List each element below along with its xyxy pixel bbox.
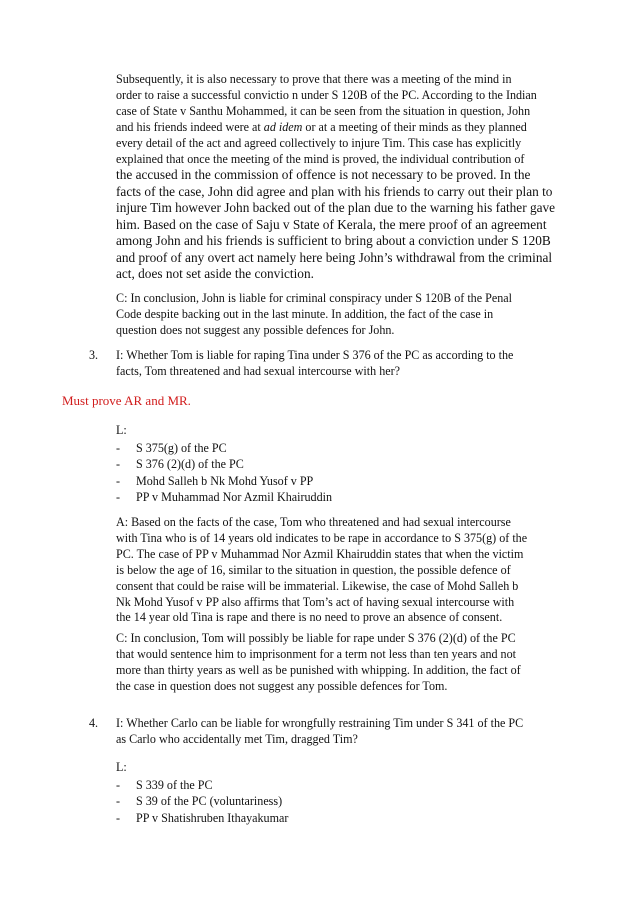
text-line: C: In conclusion, Tom will possibly be liable for rape under S 376 (2)(d) of the PC [116,631,516,645]
text-line: and proof of any overt act namely here being John’s withdrawal from the criminal [116,249,553,265]
text-line: explained that once the meeting of the mind is proved, the individual contribution of [116,151,525,166]
text-line: A: Based on the facts of the case, Tom who threatened and had sexual intercourse [116,515,511,529]
text-line: every detail of the act and agreed collectively to injure Tim. This case has explicitly [116,135,522,150]
text-line: I: Whether Tom is liable for raping Tina under S 376 of the PC as according to the [116,348,514,362]
text-line: Code despite backing out in the last minute. In addition, the fact of the case in [116,306,494,321]
text-line: Subsequently, it is also necessary to prove that there was a meeting of the mind in [116,72,512,86]
item-number: 4. [89,716,99,730]
issue-text [116,716,523,748]
law-label: L: [116,760,127,774]
text-line: with Tina who is of 14 years old indicates to be rape in accordance to S 375(g) of the [116,530,528,545]
item-number: 3. [89,348,99,362]
text-line: and his friends indeed were at ad idem or at a meeting of their minds as they planned [116,119,527,134]
analysis-paragraph-conspiracy-continued [116,167,562,283]
conclusion-paragraph-john [116,291,562,339]
text-line: PC. The case of PP v Muhammad Nor Azmil Khairuddin states that when the victim [116,546,524,561]
text-line: among John and his friends is sufficient to bring about a conviction under S 120B [116,233,551,248]
text-line: more than thirty years as well as be punished with whipping. In addition, the fact of [116,662,521,677]
text-line: order to raise a successful convictio n under S 120B of the PC. According to the Indian [116,87,537,102]
text-line: is below the age of 16, similar to the situation in question, the possible defence of [116,562,511,577]
text-line: that would sentence him to imprisonment for a term not less than ten years and not [116,646,517,661]
text-line: case of State v Santhu Mohammed, it can be seen from the situation in question, John [116,103,531,118]
text-line: the case in question does not suggest any possible defences for Tom. [116,678,448,693]
text-line: I: Whether Carlo can be liable for wrongfully restraining Tim under S 341 of the PC [116,716,524,730]
text-line: him. Based on the case of Saju v State of Kerala, the mere proof of an agreement [116,216,547,232]
text-line: consent that could be raise will be immaterial. Likewise, the case of Mohd Salleh b [116,578,519,593]
text-line: injure Tim however John backed out of the plan due to the warning his father gave [116,200,556,215]
issue-text [116,348,513,380]
margin-note: Must prove AR and MR. [62,393,191,408]
law-label: L: [116,423,127,437]
analysis-paragraph-rape [116,515,562,626]
text-line: act, does not set aside the conviction. [116,266,314,281]
analysis-paragraph-conspiracy [116,72,562,167]
text-line: the 14 year old Tina is rape and there is no need to prove an absence of consent. [116,610,503,625]
text-line: question does not suggest any possible defences for John. [116,322,395,337]
text-line: Nk Mohd Yusof v PP also affirms that Tom’s act of having sexual intercourse with [116,594,515,609]
conclusion-paragraph-tom [116,631,562,695]
document-page: Subsequently, it is also necessary to prove that there was a meeting of the mind in order to raise a successful convictio n under S 120B of the PC. According to the Indian case of State v Santhu Mohammed, it can be seen from the situation in question, John and his friends indeed were at ad idem or at a meeting of their minds as they planned every detail of the act and agreed collectively to injure Tim. This case has explicitly explained that once the meeting of the mind is proved, the individual contribution of the accused in the commission of offence is not necessary to be proved. In the facts of the case, John did agree and plan with his friends to carry out their plan to injure Tim however John backed out of the plan due to the warning his father gave him. Based on the case of Saju v State of Kerala, the mere proof of an agreement among John and his friends is sufficient to bring about a conviction under S 120B and proof of any overt act namely here being John’s withdrawal from the criminal act, does not set aside the conviction. C: In conclusion, John is liable for criminal conspiracy under S 120B of the Penal Code despite backing out in the last minute. In addition, the fact of the case in question does not suggest any possible defences for John. 3. I: Whether Tom is liable for raping Tina under S 376 of the PC as according to the facts, Tom threatened and had sexual intercourse with her? Must prove AR and MR. L: - S 375(g) of the PC - S 376 (2)(d) of the PC - Mohd Salleh b Nk Mohd Yusof v PP - PP v Muhammad Nor Azmil Khairuddin A: Based on the facts of the case, Tom who threatened and had sexual intercourse with Tina who is of 14 years old indicates to be rape in accordance to S 375(g) of the PC. The case of PP v Muhammad Nor Azmil Khairuddin states that when the victim is below the age of 16, similar to the situation in question, the possible defence of consent that could be raise will be immaterial. Likewise, the case of Mohd Salleh b Nk Mohd Yusof v PP also affirms that Tom’s act of having sexual intercourse with the 14 year old Tina is rape and there is no need to prove an absence of consent. C: In conclusion, Tom will possibly be liable for rape under S 376 (2)(d) of the PC that would sentence him to imprisonment for a term not less than ten years and not more than thirty years as well as be punished with whipping. In addition, the fact of the case in question does not suggest any possible defences for Tom. 4. I: Whether Carlo can be liable for wrongfully restraining Tim under S 341 of the PC as Carlo who accidentally met Tim, dragged Tim? L: - S 339 of the PC - S 39 of the PC (voluntariness) - PP v Shatishruben Ithayakumar [0,0,638,903]
text-line: as Carlo who accidentally met Tim, dragged Tim? [116,731,358,746]
text-line: facts, Tom threatened and had sexual intercourse with her? [116,363,401,378]
text-line: the accused in the commission of offence is not necessary to be proved. In the [116,167,531,182]
text-line: C: In conclusion, John is liable for criminal conspiracy under S 120B of the Penal [116,291,512,305]
text-line: facts of the case, John did agree and plan with his friends to carry out their plan to [116,183,553,199]
